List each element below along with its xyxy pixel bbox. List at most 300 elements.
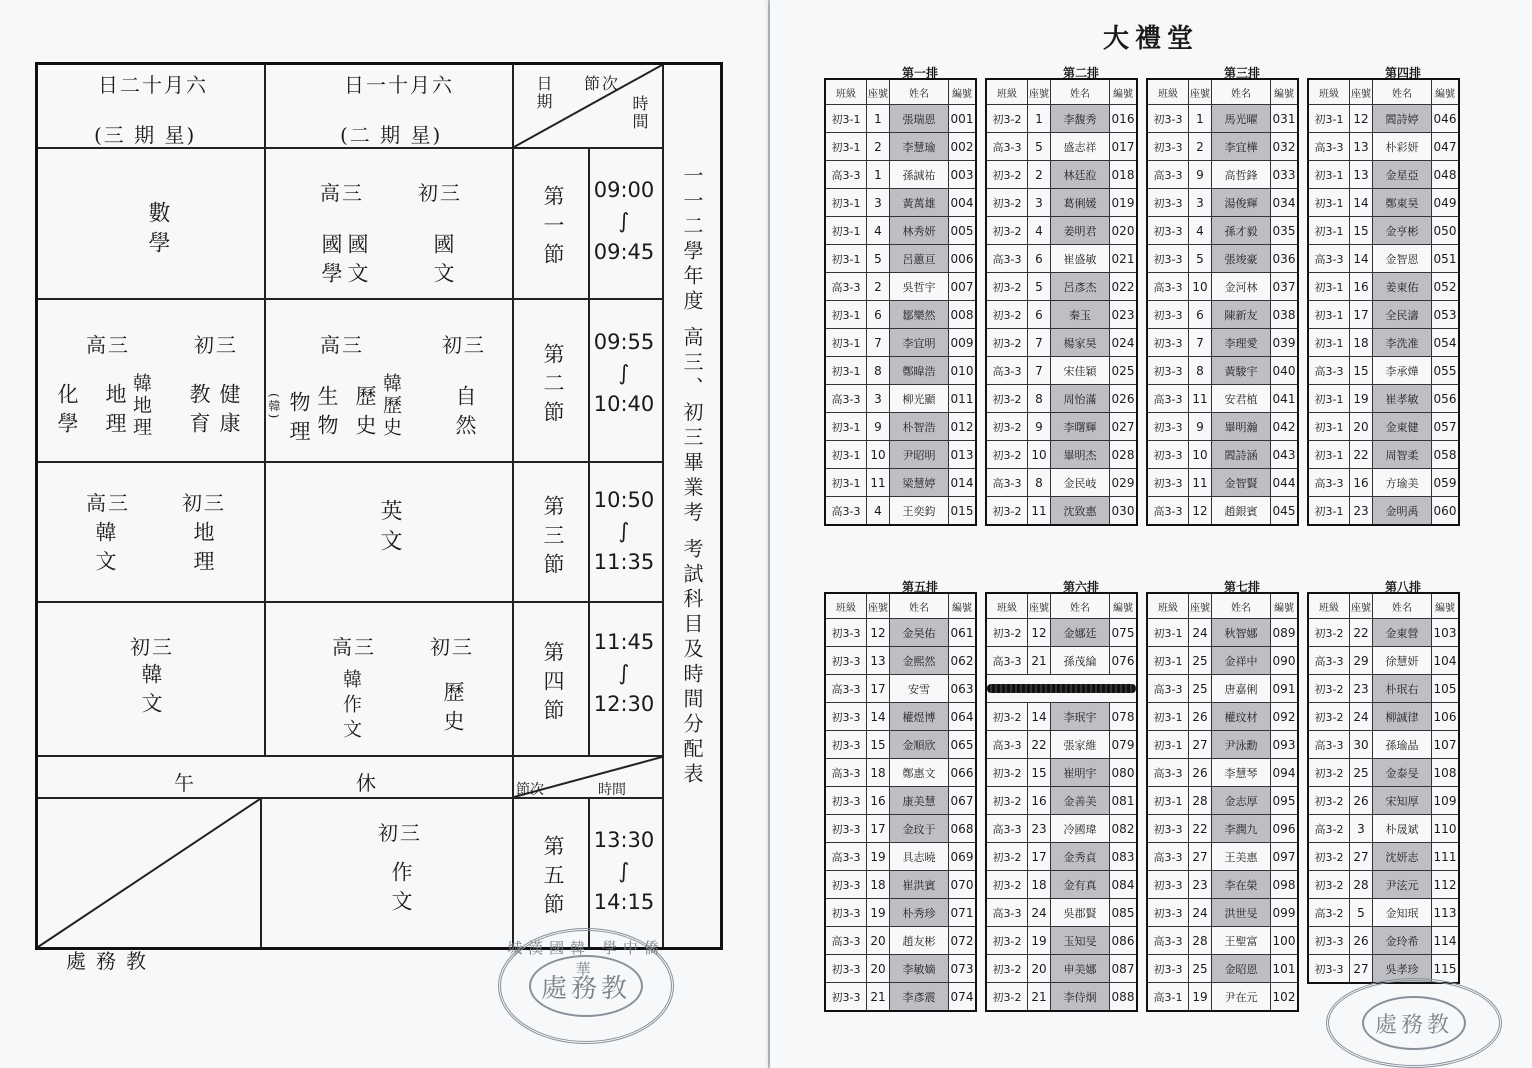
name-cell: 徐慧妍 [1373,647,1432,675]
class-cell: 高3-3 [825,385,867,413]
table-row [986,927,1137,955]
name-cell: 周怡滿 [1051,385,1110,413]
seat-cell: 1 [1189,105,1212,133]
class-cell: 初3-3 [1147,245,1189,273]
row-label: 第七排 [1224,580,1261,594]
class-cell: 初3-2 [986,273,1028,301]
name-cell: 金玟于 [890,815,949,843]
name-cell: 尹在元 [1212,983,1271,1012]
seat-cell: 27 [1350,843,1373,871]
p2-day1-korean-note: (韓) [267,393,281,421]
name-cell: 李理愛 [1212,329,1271,357]
number-cell: 039 [1271,329,1299,357]
seat-cell: 12 [1028,619,1051,647]
seat-cell: 6 [1028,301,1051,329]
column-header: 座號 [1350,79,1373,105]
number-cell: 069 [949,843,977,871]
row-label: 第五排 [902,580,939,594]
table-row [1308,217,1459,245]
number-cell: 022 [1110,273,1138,301]
table-row [825,675,976,703]
class-cell: 初3-1 [825,245,867,273]
name-cell: 趙銀賓 [1212,497,1271,526]
table-row [986,469,1137,497]
name-cell: 張家維 [1051,731,1110,759]
seat-cell: 18 [867,759,890,787]
p2-day1-biology: 生物 [315,385,339,443]
table-row [986,161,1137,189]
seating-table [985,592,1138,1012]
class-cell: 初3-2 [986,955,1028,983]
school-stamp-2 [1326,978,1502,1068]
seat-cell: 8 [867,357,890,385]
table-header-row [1147,593,1298,619]
number-cell: 016 [1110,105,1138,133]
table-row [825,133,976,161]
table-row [825,871,976,899]
row-label: 第三排 [1224,66,1261,80]
column-header: 編號 [949,79,977,105]
table-row [825,105,976,133]
table-row [1147,787,1298,815]
empty-cell-diagonal [38,799,260,947]
seat-cell: 3 [867,189,890,217]
class-cell: 高3-3 [1308,357,1350,385]
class-cell: 初3-2 [1308,703,1350,731]
seat-cell: 5 [1350,899,1373,927]
lunch-label-b: 休 [356,771,378,795]
p1-day1-senior-subject: 國學 [319,233,343,291]
table-row [1308,787,1459,815]
table-row [986,731,1137,759]
table-row [1308,385,1459,413]
seat-cell: 13 [867,647,890,675]
seat-cell: 27 [1189,843,1212,871]
seat-cell: 9 [1189,161,1212,189]
name-cell: 吳哲宇 [890,273,949,301]
table-header-row [1147,79,1298,105]
number-cell: 003 [949,161,977,189]
class-cell: 初3-3 [825,703,867,731]
name-cell: 秋智娜 [1212,619,1271,647]
name-cell: 張瑞恩 [890,105,949,133]
table-row [986,843,1137,871]
name-cell: 黃駿宇 [1212,357,1271,385]
department-label: 處務教 [66,949,156,973]
scribble-mark [987,684,1136,693]
seat-cell: 20 [1028,955,1051,983]
name-cell: 金河林 [1212,273,1271,301]
table-row [986,871,1137,899]
number-cell: 024 [1110,329,1138,357]
name-cell: 金志厚 [1212,787,1271,815]
name-cell: 方瑜美 [1373,469,1432,497]
class-cell: 高3-3 [825,759,867,787]
seat-cell: 28 [1189,927,1212,955]
seat-cell: 17 [867,815,890,843]
seat-cell: 7 [1028,329,1051,357]
name-cell: 鄭東昊 [1373,189,1432,217]
name-cell: 姜東佑 [1373,273,1432,301]
name-cell: 李慧瑜 [890,133,949,161]
table-row [825,245,976,273]
name-cell: 宋佳穎 [1051,357,1110,385]
number-cell: 105 [1432,675,1460,703]
name-cell: 金熙然 [890,647,949,675]
table-row [1308,105,1459,133]
name-cell: 秦玉 [1051,301,1110,329]
name-cell: 孫瑜晶 [1373,731,1432,759]
corner-date-label: 日期 [534,75,553,111]
table-row [1308,161,1459,189]
table-row [1147,245,1298,273]
schedule-table [35,62,723,950]
column-header: 姓名 [1212,593,1271,619]
class-cell: 高3-3 [1147,759,1189,787]
number-cell: 095 [1271,787,1299,815]
number-cell: 114 [1432,927,1460,955]
seating-table [1307,78,1460,526]
seat-cell: 30 [1350,731,1373,759]
number-cell: 097 [1271,843,1299,871]
class-cell: 初3-1 [1147,731,1189,759]
class-cell: 初3-2 [1308,871,1350,899]
seating-table [1307,592,1460,984]
table-row [1147,983,1298,1012]
seat-cell: 11 [1028,497,1051,526]
table-row [986,759,1137,787]
table-row [825,385,976,413]
table-row [1308,273,1459,301]
number-cell: 043 [1271,441,1299,469]
seat-cell: 2 [867,273,890,301]
column-header: 座號 [1028,593,1051,619]
number-cell: 107 [1432,731,1460,759]
divider [38,461,662,463]
p2-day1-physics: 物理 [287,391,311,449]
table-row [825,619,976,647]
class-cell: 初3-1 [1147,703,1189,731]
seat-cell: 19 [867,843,890,871]
seat-cell: 15 [1350,217,1373,245]
seat-cell: 26 [1189,703,1212,731]
number-cell: 017 [1110,133,1138,161]
p2-day2-senior-grade: 高三 [86,333,130,357]
p5-day1-composition: 作文 [389,861,413,919]
number-cell: 007 [949,273,977,301]
number-cell: 004 [949,189,977,217]
column-header: 編號 [1432,79,1460,105]
class-cell: 初3-3 [1147,105,1189,133]
seat-cell: 11 [1189,469,1212,497]
table-row [825,647,976,675]
number-cell: 036 [1271,245,1299,273]
class-cell: 高3-3 [986,357,1028,385]
number-cell: 113 [1432,899,1460,927]
name-cell: 趙友彬 [890,927,949,955]
number-cell: 098 [1271,871,1299,899]
name-cell: 權玟材 [1212,703,1271,731]
class-cell: 高3-3 [1308,647,1350,675]
number-cell: 005 [949,217,977,245]
lunch-time-label: 時間 [598,782,626,798]
name-cell: 王奕鈞 [890,497,949,526]
table-row [986,647,1137,675]
table-row [1147,105,1298,133]
seat-cell: 11 [1189,385,1212,413]
table-row [825,413,976,441]
class-cell: 初3-3 [825,983,867,1012]
seat-cell: 22 [1028,731,1051,759]
number-cell: 034 [1271,189,1299,217]
number-cell: 054 [1432,329,1460,357]
class-cell: 高3-3 [1147,497,1189,526]
period-4-time: 11:45 ∫ 12:30 [593,630,655,716]
number-cell: 046 [1432,105,1460,133]
table-row [986,301,1137,329]
seat-cell: 14 [1350,245,1373,273]
class-cell: 初3-3 [825,647,867,675]
table-row [1147,441,1298,469]
column-header: 班級 [1308,593,1350,619]
seat-cell: 24 [1028,899,1051,927]
seating-table [1146,78,1299,526]
class-cell: 高3-3 [825,161,867,189]
name-cell: 李敏嫡 [890,955,949,983]
name-cell: 安雪 [890,675,949,703]
number-cell: 079 [1110,731,1138,759]
column-header: 編號 [1271,79,1299,105]
number-cell: 093 [1271,731,1299,759]
class-cell: 高3-3 [825,843,867,871]
p1-junior-grade: 初三 [418,181,462,205]
table-row [1308,189,1459,217]
number-cell: 033 [1271,161,1299,189]
column-header: 座號 [1350,593,1373,619]
table-row [825,301,976,329]
day1-weekday: (二 期 星) [340,123,443,147]
name-cell: 朴珉右 [1373,675,1432,703]
name-cell: 金明禹 [1373,497,1432,526]
table-row [1308,703,1459,731]
seating-table [824,592,977,1012]
column-header: 姓名 [1212,79,1271,105]
class-cell: 高3-3 [986,815,1028,843]
column-header: 座號 [867,593,890,619]
class-cell: 初3-1 [1308,105,1350,133]
row-label: 第四排 [1385,66,1422,80]
number-cell: 110 [1432,815,1460,843]
table-row [1147,357,1298,385]
table-row [986,497,1137,526]
name-cell: 安君植 [1212,385,1271,413]
number-cell: 049 [1432,189,1460,217]
name-cell: 李珉宇 [1051,703,1110,731]
row-label: 第六排 [1063,580,1100,594]
seat-cell: 16 [1350,273,1373,301]
class-cell: 初3-3 [1147,133,1189,161]
class-cell: 初3-2 [986,759,1028,787]
p1-day2-subject: 數學 [145,201,170,261]
seat-cell: 19 [1350,385,1373,413]
seat-cell: 6 [1028,245,1051,273]
number-cell: 066 [949,759,977,787]
name-cell: 唐嘉俐 [1212,675,1271,703]
name-cell: 王美惠 [1212,843,1271,871]
column-header: 班級 [986,79,1028,105]
seat-cell: 7 [1028,357,1051,385]
table-row [825,843,976,871]
seat-cell: 5 [1189,245,1212,273]
class-cell: 初3-1 [1147,619,1189,647]
number-cell: 014 [949,469,977,497]
number-cell: 011 [949,385,977,413]
class-cell: 初3-2 [986,385,1028,413]
name-cell: 金智賢 [1212,469,1271,497]
seat-cell: 3 [1189,189,1212,217]
number-cell: 018 [1110,161,1138,189]
column-header: 座號 [1189,79,1212,105]
number-cell: 074 [949,983,977,1012]
table-row [986,619,1137,647]
table-row [1308,675,1459,703]
number-cell: 047 [1432,133,1460,161]
lunch-label-a: 午 [174,771,196,795]
class-cell: 初3-2 [1308,675,1350,703]
number-cell: 063 [949,675,977,703]
class-cell: 初3-3 [1308,955,1350,984]
name-cell: 林廷涖 [1051,161,1110,189]
name-cell: 朴晟斌 [1373,815,1432,843]
table-row [825,731,976,759]
table-header-row [825,79,976,105]
period-3-time: 10:50 ∫ 11:35 [593,488,655,574]
class-cell: 初3-1 [825,301,867,329]
class-cell: 初3-3 [1147,899,1189,927]
divider [512,65,514,947]
class-cell: 高3-3 [1308,133,1350,161]
number-cell: 055 [1432,357,1460,385]
number-cell: 070 [949,871,977,899]
number-cell: 061 [949,619,977,647]
seat-cell: 21 [1028,983,1051,1012]
class-cell: 高3-3 [986,469,1028,497]
table-row [986,441,1137,469]
table-row [1147,133,1298,161]
divider [38,298,662,300]
p3-day2-korean: 韓文 [93,521,117,579]
name-cell: 金民岐 [1051,469,1110,497]
class-cell: 初3-3 [1147,441,1189,469]
name-cell: 湯俊輝 [1212,189,1271,217]
table-row [1147,619,1298,647]
table-row [1308,759,1459,787]
class-cell: 初3-2 [1308,619,1350,647]
name-cell: 林秀妍 [890,217,949,245]
seating-table [985,78,1138,526]
number-cell: 071 [949,899,977,927]
number-cell: 115 [1432,955,1460,984]
seat-cell: 4 [867,497,890,526]
seat-cell: 12 [867,619,890,647]
seat-cell: 17 [867,675,890,703]
class-cell: 初3-3 [825,899,867,927]
period-2-label: 第二節 [541,343,565,430]
name-cell: 李洗准 [1373,329,1432,357]
number-cell: 111 [1432,843,1460,871]
table-row [825,357,976,385]
name-cell: 尹泫元 [1373,871,1432,899]
seating-table [1146,592,1299,1012]
name-cell: 呂彥杰 [1051,273,1110,301]
name-cell: 鄒樂然 [890,301,949,329]
seat-cell: 25 [1189,675,1212,703]
name-cell: 金星亞 [1373,161,1432,189]
number-cell: 064 [949,703,977,731]
seat-cell: 14 [1028,703,1051,731]
p1-day1-junior-subject: 國文 [431,233,455,291]
table-row [825,469,976,497]
row-label: 第一排 [902,66,939,80]
name-cell: 孫才毅 [1212,217,1271,245]
class-cell: 初3-2 [986,787,1028,815]
table-row [1308,871,1459,899]
class-cell: 初3-3 [825,731,867,759]
table-row [1308,647,1459,675]
seat-cell: 18 [1028,871,1051,899]
number-cell: 037 [1271,273,1299,301]
table-row [1147,413,1298,441]
table-row [986,413,1137,441]
p4-day1-junior-grade: 初三 [430,635,474,659]
name-cell: 金順欣 [890,731,949,759]
name-cell: 尹泳勳 [1212,731,1271,759]
table-row [825,899,976,927]
class-cell: 高3-3 [1308,731,1350,759]
name-cell: 金泰旻 [1373,759,1432,787]
class-cell: 初3-1 [1308,497,1350,526]
class-cell: 初3-1 [825,329,867,357]
table-row [1147,927,1298,955]
number-cell: 052 [1432,273,1460,301]
seat-cell: 6 [1189,301,1212,329]
corner-period-label: 節次 [584,74,621,93]
column-header: 班級 [1308,79,1350,105]
class-cell: 初3-2 [986,301,1028,329]
name-cell: 宋知厚 [1373,787,1432,815]
name-cell: 金知珉 [1373,899,1432,927]
table-row [1147,647,1298,675]
name-cell: 孫茂綸 [1051,647,1110,675]
class-cell: 高3-3 [825,273,867,301]
name-cell: 尹昭明 [890,441,949,469]
number-cell: 078 [1110,703,1138,731]
p2-day2-chemistry: 化學 [55,383,79,441]
table-row [1147,871,1298,899]
name-cell: 閻詩涵 [1212,441,1271,469]
seat-cell: 14 [867,703,890,731]
class-cell: 高3-3 [1147,161,1189,189]
number-cell: 089 [1271,619,1299,647]
table-row [1308,301,1459,329]
column-header: 姓名 [1051,79,1110,105]
seat-cell: 5 [1028,273,1051,301]
seat-cell: 17 [1350,301,1373,329]
number-cell: 062 [949,647,977,675]
table-row [1147,815,1298,843]
class-cell: 初3-2 [1308,759,1350,787]
number-cell: 030 [1110,497,1138,526]
